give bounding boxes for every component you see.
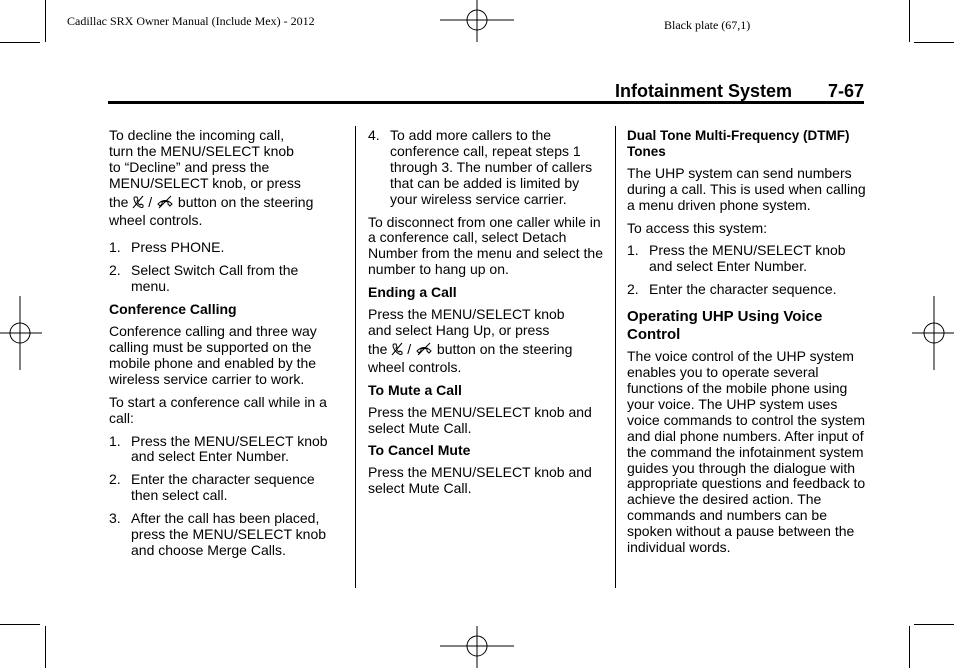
registration-mark-top (440, 0, 514, 42)
registration-mark-left (0, 296, 42, 370)
heading-mute-call: To Mute a Call (368, 381, 462, 398)
column-2 (368, 128, 605, 504)
page-number: 7-67 (828, 81, 865, 101)
column-divider (615, 126, 616, 588)
column-divider (355, 126, 356, 588)
start-conference-paragraph: To start a conference call while in a call: (109, 393, 327, 426)
dtmf-paragraph: The UHP system can send numbers during a call. This is used when calling a menu driven phone system. (627, 164, 866, 213)
decline-paragraph: To decline the incoming call, turn the MENU/SELECT knob to “Decline” and press the MENU/SELECT knob, or press the / button on the steering wheel controls. (109, 127, 314, 228)
list-item: 1. Press the MENU/SELECT knob and select Enter Number. (627, 242, 846, 275)
running-head-right: Black plate (67,1) (664, 18, 751, 32)
header-rule (108, 101, 864, 104)
disconnect-paragraph: To disconnect from one caller while in a conference call, select Detach Number from the menu and select the number to hang up on. (368, 213, 604, 278)
crop-mark (0, 42, 40, 43)
crop-mark (45, 0, 46, 42)
hang-up-icon (415, 342, 433, 356)
column-1 (109, 128, 345, 566)
column-3 (627, 128, 867, 563)
heading-dtmf: Dual Tone Multi-Frequency (DTMF) Tones (627, 128, 850, 159)
list-item: 1. Press PHONE. (109, 239, 225, 256)
ending-paragraph: Press the MENU/SELECT knob and select Hang Up, or press the / button on the steering wheel controls. (368, 306, 573, 375)
hang-up-icon (156, 195, 174, 209)
running-head-left: Cadillac SRX Owner Manual (Include Mex) - 2012 (67, 14, 315, 28)
registration-mark-bottom (440, 626, 514, 668)
voice-control-paragraph: The voice control of the UHP system enables you to operate several functions of the mobile phone using your voice. The UHP system uses voice commands to control the system and dial phone numbers. After input of the command the infotainment system guides you through the dialogue with appropriate questions and feedback to achieve the desired action. The commands and numbers can be spoken without a pause between the individual words. (627, 348, 866, 556)
mute-paragraph: Press the MENU/SELECT knob and select Mute Call. (368, 403, 592, 436)
heading-ending-a-call: Ending a Call (368, 284, 457, 301)
mute-phone-icon (391, 342, 403, 356)
section-title: Infotainment System (615, 81, 793, 101)
list-item: 2. Enter the character sequence. (627, 281, 837, 298)
registration-mark-right (912, 296, 954, 370)
heading-conference-calling: Conference Calling (109, 301, 237, 318)
crop-mark (0, 624, 40, 625)
mute-phone-icon (132, 195, 144, 209)
list-item: 3. After the call has been placed, press the MENU/SELECT knob and choose Merge Calls. (109, 510, 327, 558)
access-paragraph: To access this system: (627, 219, 768, 236)
list-item: 2. Enter the character sequence then select call. (109, 471, 315, 504)
heading-voice-control: Operating UHP Using Voice Control (627, 308, 823, 344)
list-item: 4. To add more callers to the conference call, repeat steps 1 through 3. The number of callers that can be added is limited by your wireless service carrier. (368, 127, 593, 207)
crop-mark (909, 0, 910, 42)
crop-mark (909, 626, 910, 668)
cancel-mute-paragraph: Press the MENU/SELECT knob and select Mute Call. (368, 464, 592, 497)
list-item: 1. Press the MENU/SELECT knob and select Enter Number. (109, 432, 328, 465)
heading-cancel-mute: To Cancel Mute (368, 442, 471, 459)
crop-mark (45, 626, 46, 668)
list-item: 2. Select Switch Call from the menu. (109, 262, 299, 295)
crop-mark (914, 42, 954, 43)
crop-mark (914, 624, 954, 625)
conference-paragraph: Conference calling and three way calling must be supported on the mobile phone and enabled by the wireless service carrier to work. (109, 323, 317, 387)
